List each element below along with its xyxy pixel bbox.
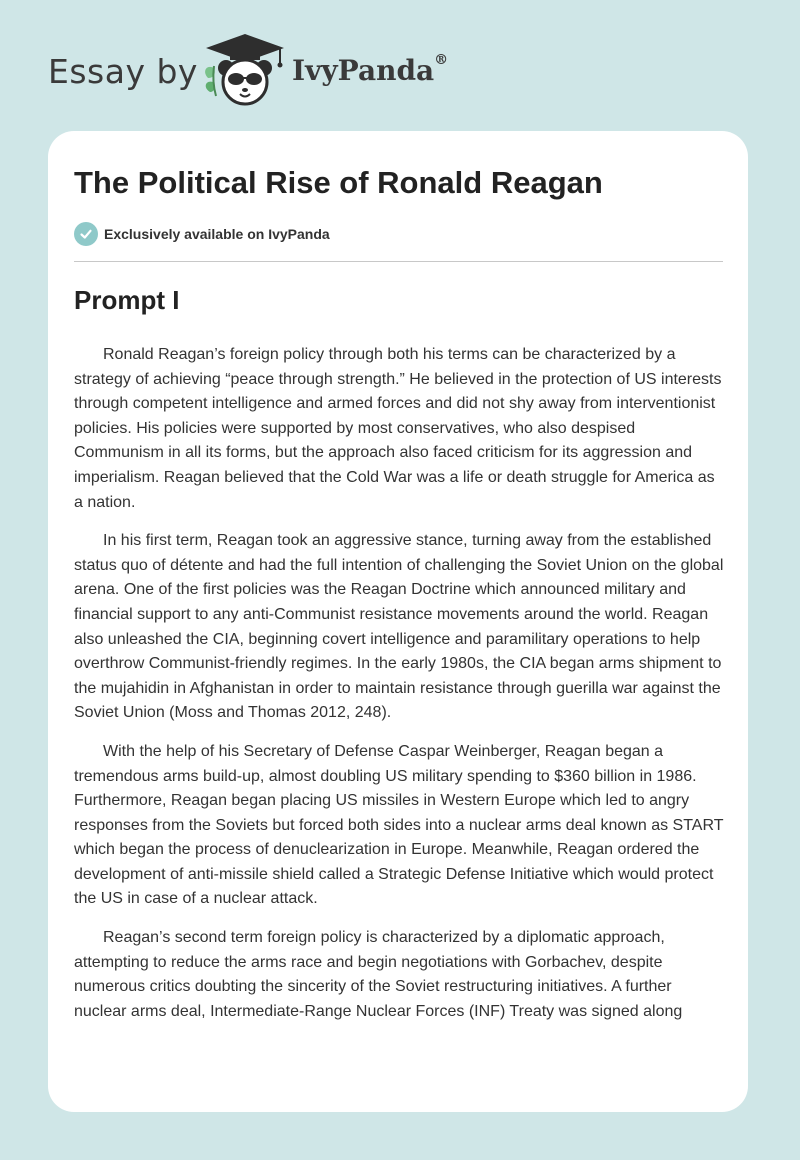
paragraph: Reagan’s second term foreign policy is characterized by a diplomatic approach, attempting to reduce the arms race and begin negotiations with Gorbachev, despite numerous critics doubting the sincerity of the Soviet restructuring initiatives. A further nuclear arms deal, Intermediate-Range Nuclear Forces (INF) Treaty was signed along: [74, 929, 683, 1020]
paragraph: In his first term, Reagan took an aggressive stance, turning away from the established status quo of détente and had the full intention of challenging the Soviet Union on the global arena. One of the first policies was the Reagan Doctrine which announced military and financial support to any anti-Communist resistance movements around the world. Reagan also unleashed the CIA, beginning covert intelligence and paramilitary operations to help overthrow Communist-friendly regimes. In the early 1980s, the CIA began arms shipment to the mujahidin in Afghanistan in order to maintain resistance through guerilla war against the Soviet Union (Moss and Thomas 2012, 248).: [74, 532, 724, 722]
divider: [74, 261, 723, 262]
essay-title: The Political Rise of Ronald Reagan: [74, 165, 603, 200]
checkmark-icon: [74, 222, 98, 246]
essay-body: [74, 343, 724, 1038]
paragraph: With the help of his Secretary of Defense Caspar Weinberger, Reagan began a tremendous arms build-up, almost doubling US military spending to $360 billion in 1986. Furthermore, Reagan began placing US missiles in Western Europe which led to angry responses from the Soviets but forced both sides into a nuclear arms deal known as START which began the process of denuclearization in Europe. Meanwhile, Reagan ordered the development of anti-missile shield called a Strategic Defense Initiative which would protect the US in case of a nuclear attack.: [74, 742, 724, 908]
essay-card: [48, 131, 748, 1112]
site-header: [48, 32, 548, 112]
ivypanda-logo-icon[interactable]: [200, 32, 290, 108]
registered-mark: ®: [434, 52, 449, 68]
essay-by-label: Essay by: [48, 52, 198, 91]
paragraph: Ronald Reagan’s foreign policy through both his terms can be characterized by a strategy of achieving “peace through strength.” He believed in the protection of US interests through competent intelligence and armed forces and did not shy away from interventionist policies. His policies were supported by most conservatives, who also despised Communism in all its forms, but the approach also faced criticism for its aggression and imperialism. Reagan believed that the Cold War was a life or death struggle for America as a nation.: [74, 346, 722, 511]
exclusive-badge: [74, 222, 330, 246]
brand-name[interactable]: IvyPanda®: [292, 52, 449, 87]
exclusive-text: Exclusively available on IvyPanda: [104, 226, 330, 242]
section-heading: Prompt I: [74, 285, 180, 315]
